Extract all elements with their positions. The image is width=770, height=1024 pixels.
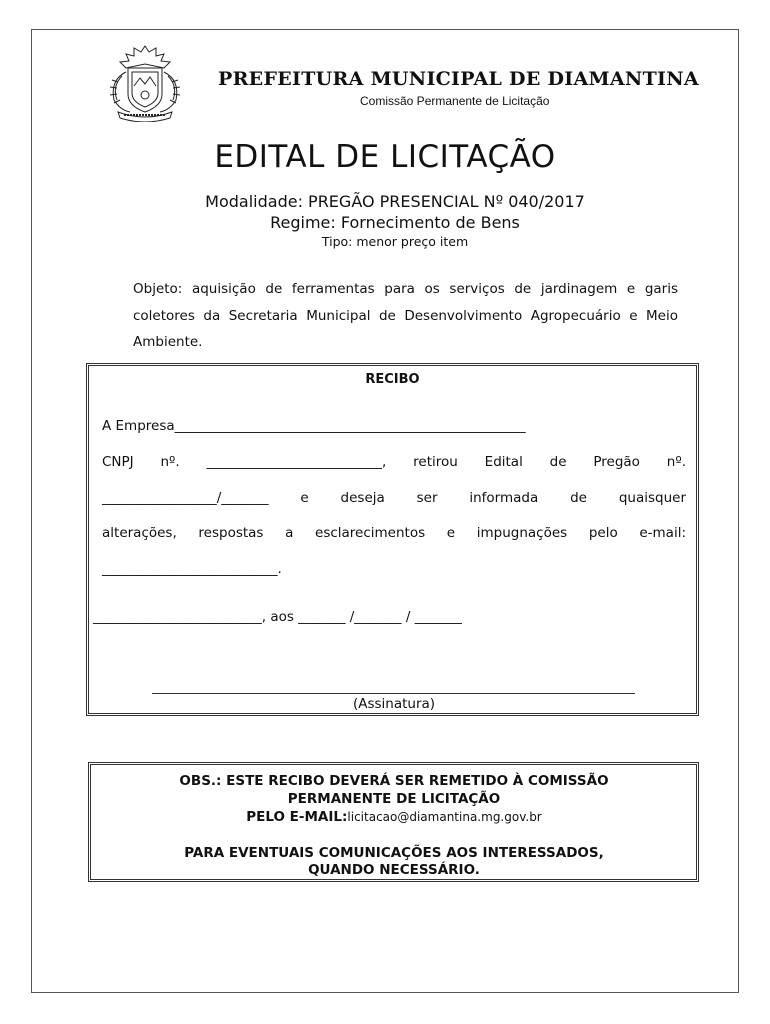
tipo-text: Tipo: menor preço item <box>321 234 469 249</box>
recibo-line-empresa: A Empresa____________________________________________________ <box>102 418 526 434</box>
regime-text: Regime: Fornecimento de Bens <box>270 213 520 232</box>
obs-email-line <box>0 809 770 825</box>
recibo-line-pregao: _________________/_______ e deseja ser informada de quaisquer <box>102 490 686 506</box>
recibo-line-date: _________________________, aos _______ /_______ / _______ <box>93 609 462 625</box>
obs-line-1: OBS.: ESTE RECIBO DEVERÁ SER REMETIDO À COMISSÃO <box>179 773 609 789</box>
organization-subtitle: Comissão Permanente de Licitação <box>360 94 550 108</box>
obs-email-address: licitacao@diamantina.mg.gov.br <box>347 810 542 824</box>
signature-caption: (Assinatura) <box>352 696 436 712</box>
recibo-title: RECIBO <box>365 372 420 387</box>
organization-name: PREFEITURA MUNICIPAL DE DIAMANTINA <box>218 68 699 90</box>
obs-line-5: QUANDO NECESSÁRIO. <box>308 862 480 878</box>
obs-line-2: PERMANENTE DE LICITAÇÃO <box>287 791 501 807</box>
objeto-paragraph: Objeto: aquisição de ferramentas para os serviços de jardinagem e garis coletores da Secretaria Municipal de Desenvolvimento Agropecuário e Meio Ambiente. <box>133 281 678 350</box>
recibo-line-email-blank: __________________________. <box>102 561 282 577</box>
recibo-line-cnpj: CNPJ nº. __________________________, retirou Edital de Pregão nº. <box>102 454 686 470</box>
municipal-coat-of-arms-icon <box>104 42 186 122</box>
obs-email-label: PELO E-MAIL: <box>246 809 348 825</box>
page-title: EDITAL DE LICITAÇÃO <box>214 139 556 175</box>
recibo-line-email-request: alterações, respostas a esclarecimentos e impugnações pelo e-mail: <box>102 525 686 541</box>
obs-line-4: PARA EVENTUAIS COMUNICAÇÕES AOS INTERESSADOS, <box>184 845 604 861</box>
modalidade-text: Modalidade: PREGÃO PRESENCIAL Nº 040/2017 <box>205 192 585 211</box>
signature-line <box>152 693 635 694</box>
